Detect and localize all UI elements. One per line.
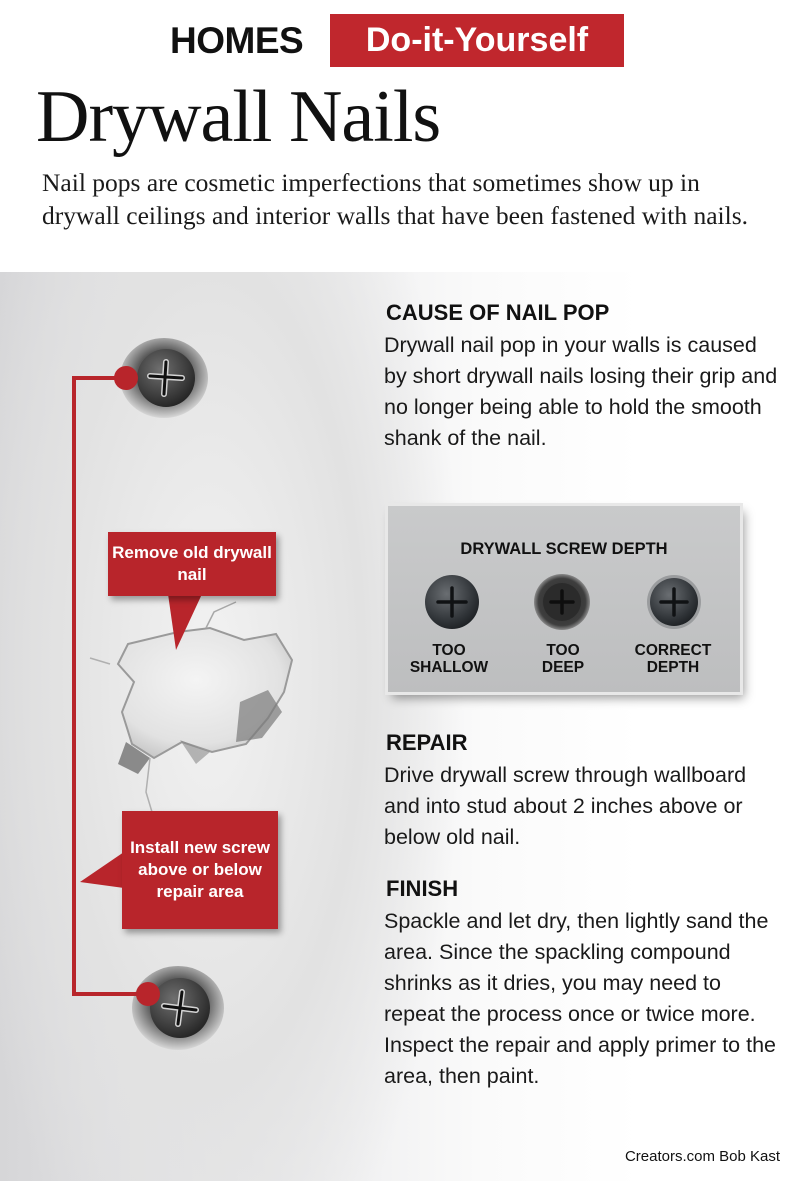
too-shallow-screw-icon: [425, 575, 479, 629]
header: [0, 0, 800, 272]
repair-body: Drive drywall screw through wallboard and into stud about 2 inches above or below old nail.: [384, 763, 747, 849]
screw-depth-card: [388, 506, 740, 692]
cause-title: CAUSE OF NAIL POP: [386, 300, 610, 325]
section-label: HOMES: [170, 20, 304, 61]
finish-title: FINISH: [386, 876, 459, 901]
too-deep-label: TOO DEEP: [541, 642, 585, 676]
wall-illustration-panel: [0, 272, 800, 1181]
column-label-badge: Do-it-Yourself: [330, 14, 624, 67]
finish-body: Spackle and let dry, then lightly sand the area. Since the spackling compound shrinks as it dries, you may need to repeat the process once or twice more. Inspect the repair and apply primer to the area, then paint.: [384, 909, 776, 1088]
install-callout-pointer: [80, 852, 124, 888]
correct-depth-label: CORRECT DEPTH: [634, 642, 712, 676]
headline: Drywall Nails: [36, 76, 441, 158]
broken-drywall-patch-icon: [90, 602, 292, 812]
cause-body: Drywall nail pop in your walls is caused by short drywall nails losing their grip and no longer being able to hold the smooth shank of the nail.: [384, 333, 778, 450]
install-new-screw-callout: Install new screw above or below repair area: [122, 811, 278, 929]
correct-depth-screw-icon: [647, 575, 701, 629]
credit-line: Creators.com Bob Kast: [624, 1148, 780, 1165]
remove-old-nail-callout: Remove old drywall nail: [108, 532, 276, 596]
bottom-screw-icon: [132, 966, 224, 1050]
too-shallow-label: TOO SHALLOW: [409, 642, 489, 676]
too-deep-screw-icon: [534, 574, 590, 630]
screw-depth-title: DRYWALL SCREW DEPTH: [460, 540, 668, 558]
repair-title: REPAIR: [386, 730, 468, 755]
intro-text: Nail pops are cosmetic imperfections that sometimes show up in drywall ceilings and interior walls that have been fastened with nails.: [42, 168, 748, 230]
